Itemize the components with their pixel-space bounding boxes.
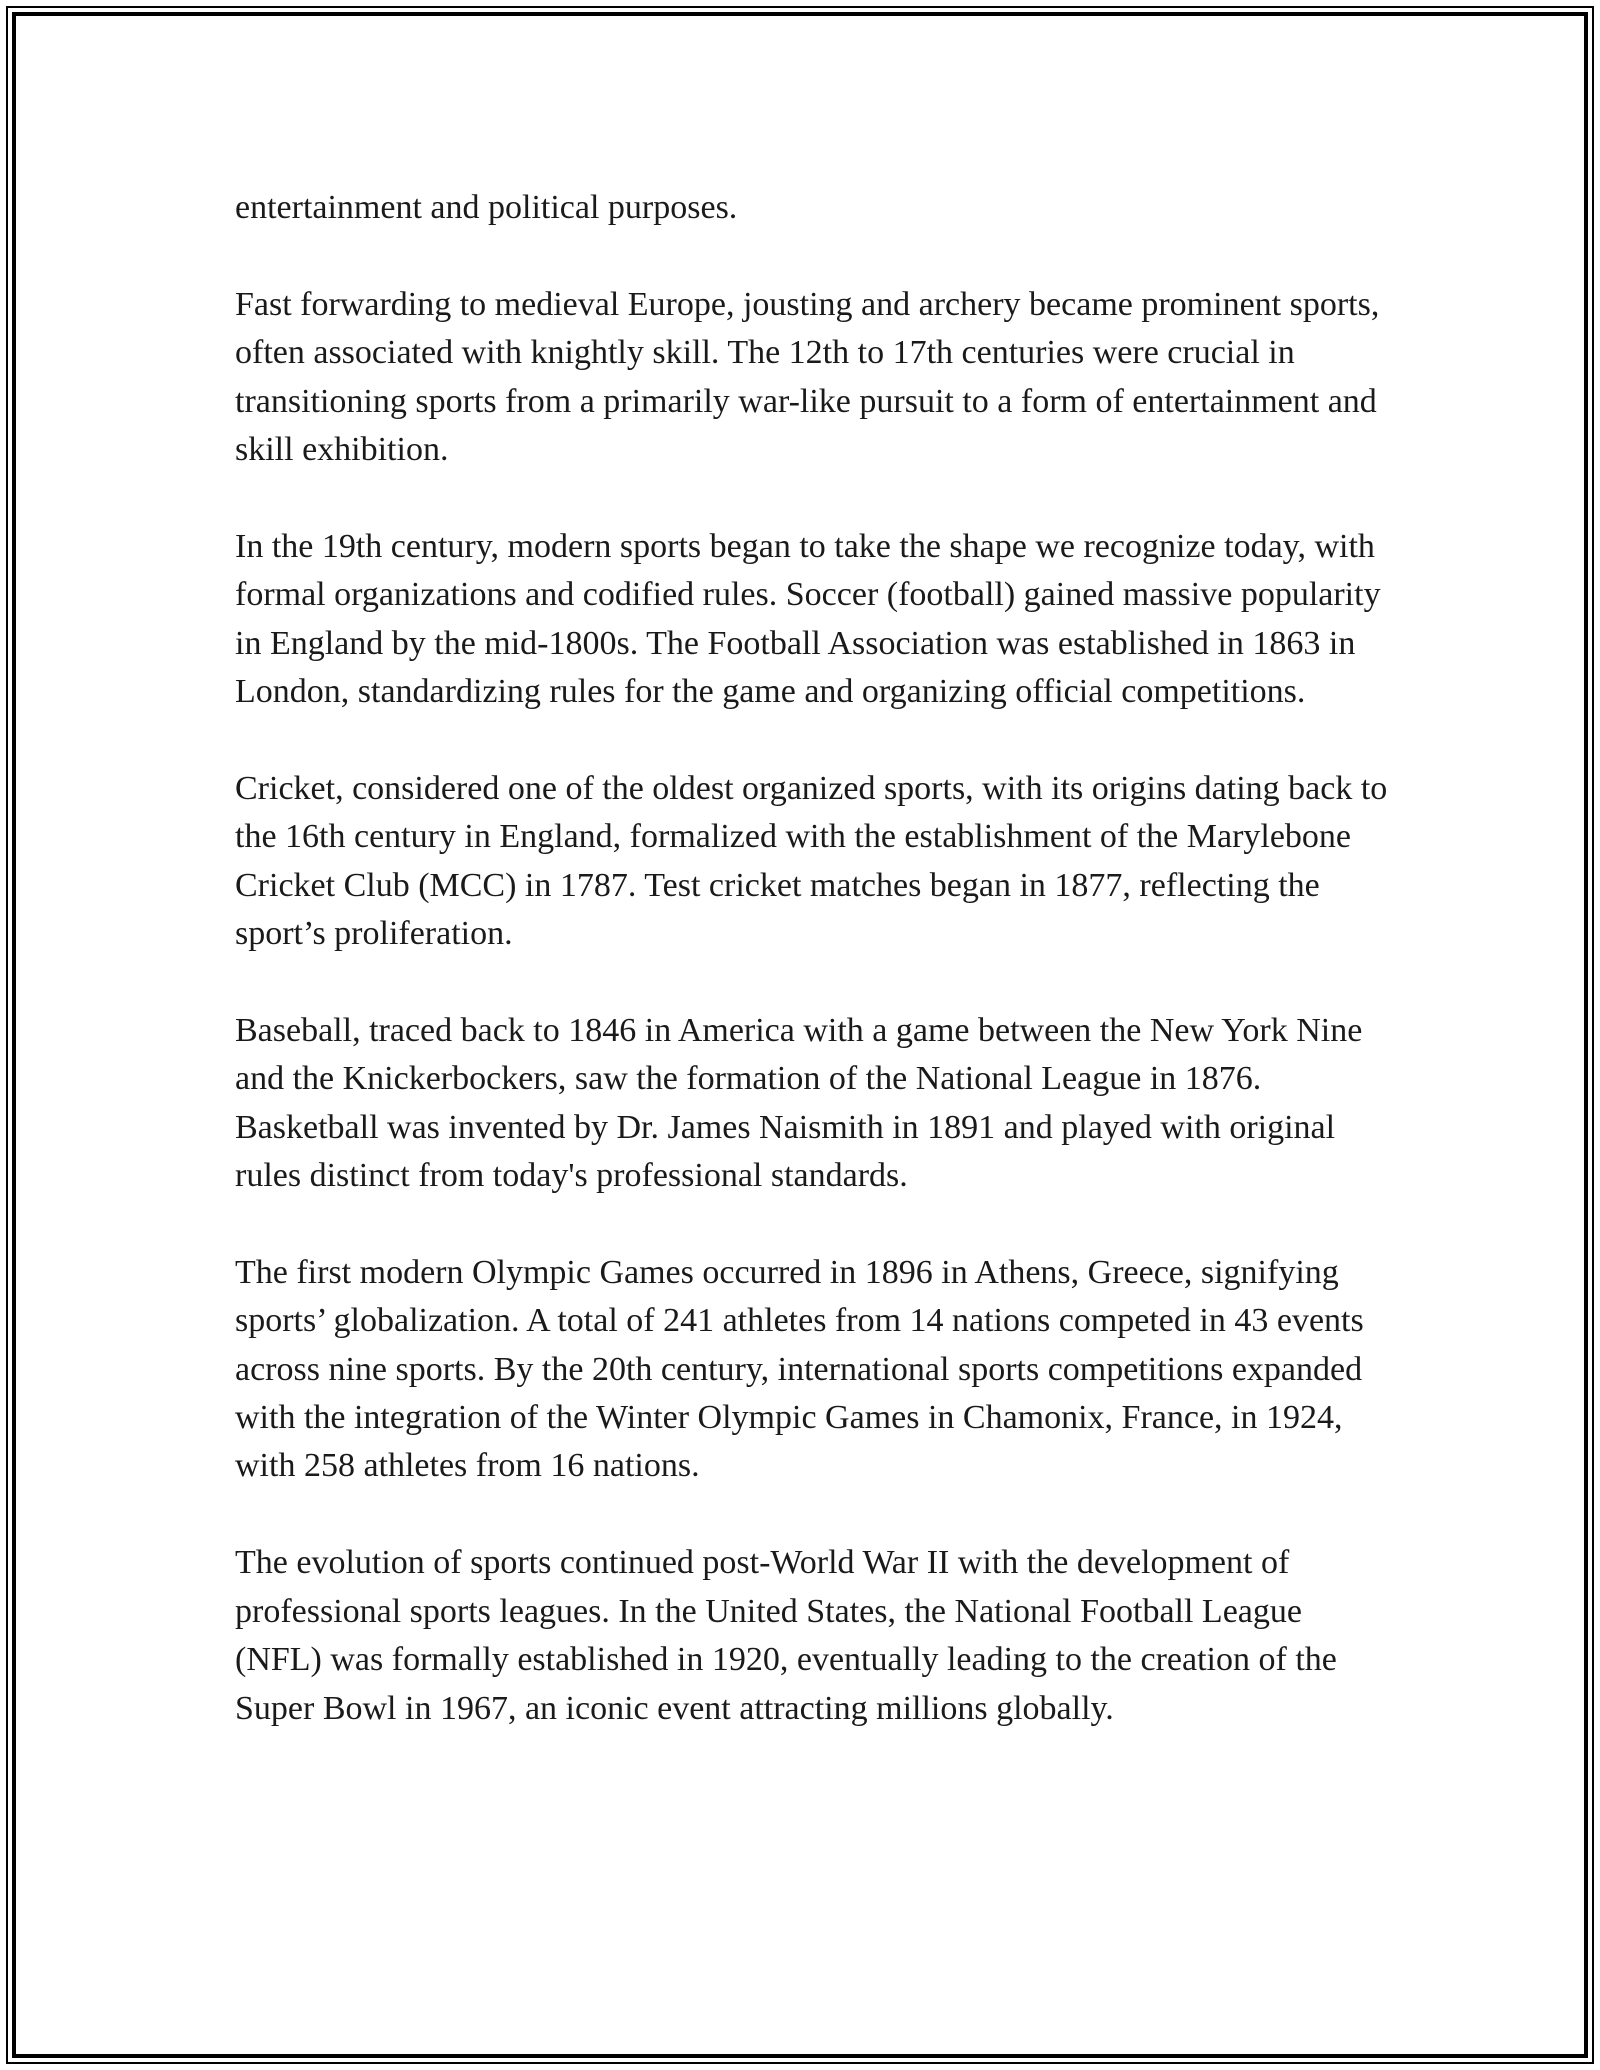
paragraph-2: Fast forwarding to medieval Europe, jousting and archery became prominent sports, often associated with knightly skill. The 12th to 17th centuries were crucial in transitioning sports from a primarily war-like pursuit to a form of entertainment and skill exhibition.: [235, 285, 1380, 469]
paragraph-1: entertainment and political purposes.: [235, 189, 738, 226]
paragraph-5: Baseball, traced back to 1846 in America with a game between the New York Nine and the Knickerbockers, saw the formation of the National League in 1876. Basketball was invented by Dr. James Naismith in 1891 and played with original rules distinct from today's professional standards.: [235, 1011, 1363, 1195]
document-body: [235, 184, 1395, 1781]
paragraph-6: The first modern Olympic Games occurred in 1896 in Athens, Greece, signifying sports’ globalization. A total of 241 athletes from 14 nations competed in 43 events across nine sports. By the 20th century, international sports competitions expanded with the integration of the Winter Olympic Games in Chamonix, France, in 1924, with 258 athletes from 16 nations.: [235, 1253, 1364, 1485]
paragraph-3: In the 19th century, modern sports began to take the shape we recognize today, with formal organizations and codified rules. Soccer (football) gained massive popularity in England by the mid-1800s. The Football Association was established in 1863 in London, standardizing rules for the game and organizing official competitions.: [235, 527, 1381, 711]
paragraph-4: Cricket, considered one of the oldest organized sports, with its origins dating back to the 16th century in England, formalized with the establishment of the Marylebone Cricket Club (MCC) in 1787. Test cricket matches began in 1877, reflecting the sport’s proliferation.: [235, 769, 1388, 953]
paragraph-7: The evolution of sports continued post-World War II with the development of professional sports leagues. In the United States, the National Football League (NFL) was formally established in 1920, eventually leading to the creation of the Super Bowl in 1967, an iconic event attracting millions globally.: [235, 1544, 1337, 1727]
